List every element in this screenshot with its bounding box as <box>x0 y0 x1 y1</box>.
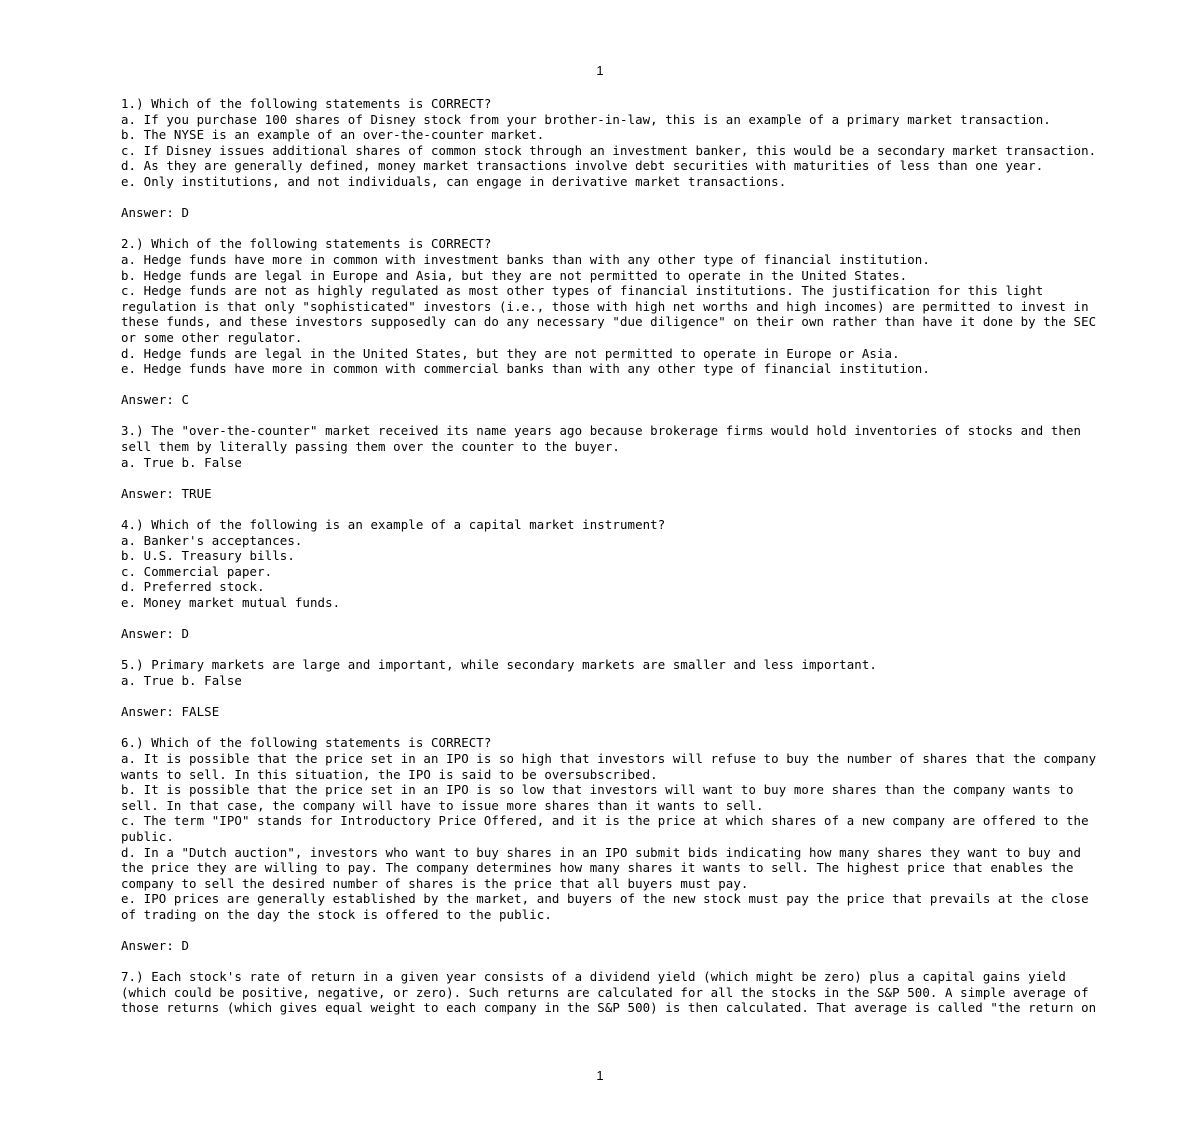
question-line: a. If you purchase 100 shares of Disney stock from your brother-in-law, this is an example of a primary market transaction. <box>121 111 1051 127</box>
question-text: 5.) Primary markets are large and important, while secondary markets are smaller and less important. <box>121 657 877 673</box>
question-line: (which could be positive, negative, or zero). Such returns are calculated for all the stocks in the S&P 500. A simple average of <box>121 984 1089 1000</box>
answer-line: Answer: TRUE <box>121 485 212 501</box>
question-block <box>121 969 1097 1016</box>
question-text: 2.) Which of the following statements is CORRECT? <box>121 236 492 252</box>
answer-line: Answer: C <box>121 392 190 408</box>
spacer <box>121 954 1081 970</box>
question-line: or some other regulator. <box>121 329 303 345</box>
question-line: a. True b. False <box>121 672 242 688</box>
question-line: a. Hedge funds have more in common with investment banks than with any other type of financial institution. <box>121 251 930 267</box>
question-line: e. Hedge funds have more in common with commercial banks than with any other type of financial institution. <box>121 361 930 377</box>
question-line: d. As they are generally defined, money market transactions involve debt securities with maturities of less than one year. <box>121 158 1044 174</box>
question-line: company to sell the desired number of shares is the price that all buyers must pay. <box>121 875 749 891</box>
question-line: of trading on the day the stock is offered to the public. <box>121 906 552 922</box>
question-block <box>121 423 1081 517</box>
spacer <box>121 190 1081 206</box>
question-line: e. IPO prices are generally established by the market, and buyers of the new stock must pay the price that prevails at the close <box>121 891 1089 907</box>
question-block <box>121 517 1081 657</box>
spacer <box>121 642 1081 658</box>
question-line: e. Only institutions, and not individuals, can engage in derivative market transactions. <box>121 173 787 189</box>
question-text: 3.) The "over-the-counter" market received its name years ago because brokerage firms would hold inventories of stocks and then <box>121 423 1082 439</box>
spacer <box>121 922 1081 938</box>
question-line: those returns (which gives equal weight to each company in the S&P 500) is then calculated. That average is called "the return on <box>121 1000 1097 1016</box>
question-block <box>121 236 1097 423</box>
spacer <box>121 689 1081 705</box>
question-line: c. The term "IPO" stands for Introductory Price Offered, and it is the price at which shares of a new company are offered to the <box>121 813 1089 829</box>
spacer <box>121 377 1081 393</box>
spacer <box>121 611 1081 627</box>
question-line: sell. In that case, the company will have to issue more shares than it wants to sell. <box>121 797 764 813</box>
question-line: b. It is possible that the price set in an IPO is so low that investors will want to buy more shares than the company wants to <box>121 782 1074 798</box>
answer-line: Answer: D <box>121 626 190 642</box>
question-line: a. It is possible that the price set in an IPO is so high that investors will refuse to buy the number of shares that the company <box>121 750 1097 766</box>
answer-line: Answer: D <box>121 205 190 221</box>
question-line: c. Commercial paper. <box>121 563 273 579</box>
question-line: d. In a "Dutch auction", investors who want to buy shares in an IPO submit bids indicating how many shares they want to buy and <box>121 844 1082 860</box>
question-line: a. True b. False <box>121 454 242 470</box>
spacer <box>121 221 1081 237</box>
question-line: e. Money market mutual funds. <box>121 595 341 610</box>
question-line: b. Hedge funds are legal in Europe and Asia, but they are not permitted to operate in the United States. <box>121 267 908 283</box>
question-line: d. Preferred stock. <box>121 579 265 595</box>
question-line: wants to sell. In this situation, the IPO is said to be oversubscribed. <box>121 766 658 782</box>
page-number-top: 1 <box>596 63 604 78</box>
question-list <box>121 96 1097 1016</box>
question-line: a. Banker's acceptances. <box>121 532 303 548</box>
question-line: public. <box>121 828 174 844</box>
question-line: c. If Disney issues additional shares of common stock through an investment banker, this would be a secondary market transaction. <box>121 142 1097 158</box>
spacer <box>121 720 1081 736</box>
question-text: 7.) Each stock's rate of return in a given year consists of a dividend yield (which might be zero) plus a capital gains yield <box>121 969 1066 985</box>
spacer <box>121 501 1081 517</box>
question-block <box>121 735 1097 969</box>
question-text: 6.) Which of the following statements is CORRECT? <box>121 735 492 751</box>
page-number-bottom: 1 <box>596 1068 604 1083</box>
question-block <box>121 96 1097 236</box>
spacer <box>121 408 1081 424</box>
question-line: sell them by literally passing them over the counter to the buyer. <box>121 439 620 455</box>
question-line: the price they are willing to pay. The company determines how many shares it wants to sell. The highest price that enables the <box>121 860 1074 876</box>
question-line: regulation is that only "sophisticated" investors (i.e., those with high net worths and high incomes) are permitted to invest in <box>121 298 1089 314</box>
question-line: b. U.S. Treasury bills. <box>121 548 295 564</box>
question-text: 1.) Which of the following statements is CORRECT? <box>121 96 492 111</box>
question-line: d. Hedge funds are legal in the United States, but they are not permitted to operate in Europe or Asia. <box>121 345 900 361</box>
answer-line: Answer: FALSE <box>121 704 220 720</box>
question-block <box>121 657 1081 735</box>
question-text: 4.) Which of the following is an example of a capital market instrument? <box>121 517 666 533</box>
question-line: these funds, and these investors supposedly can do any necessary "due diligence" on their own rather than have it done by the SEC <box>121 314 1097 330</box>
question-line: c. Hedge funds are not as highly regulated as most other types of financial institutions. The justification for this light <box>121 283 1044 299</box>
answer-line: Answer: D <box>121 938 190 954</box>
question-line: b. The NYSE is an example of an over-the-counter market. <box>121 127 545 143</box>
spacer <box>121 470 1081 486</box>
